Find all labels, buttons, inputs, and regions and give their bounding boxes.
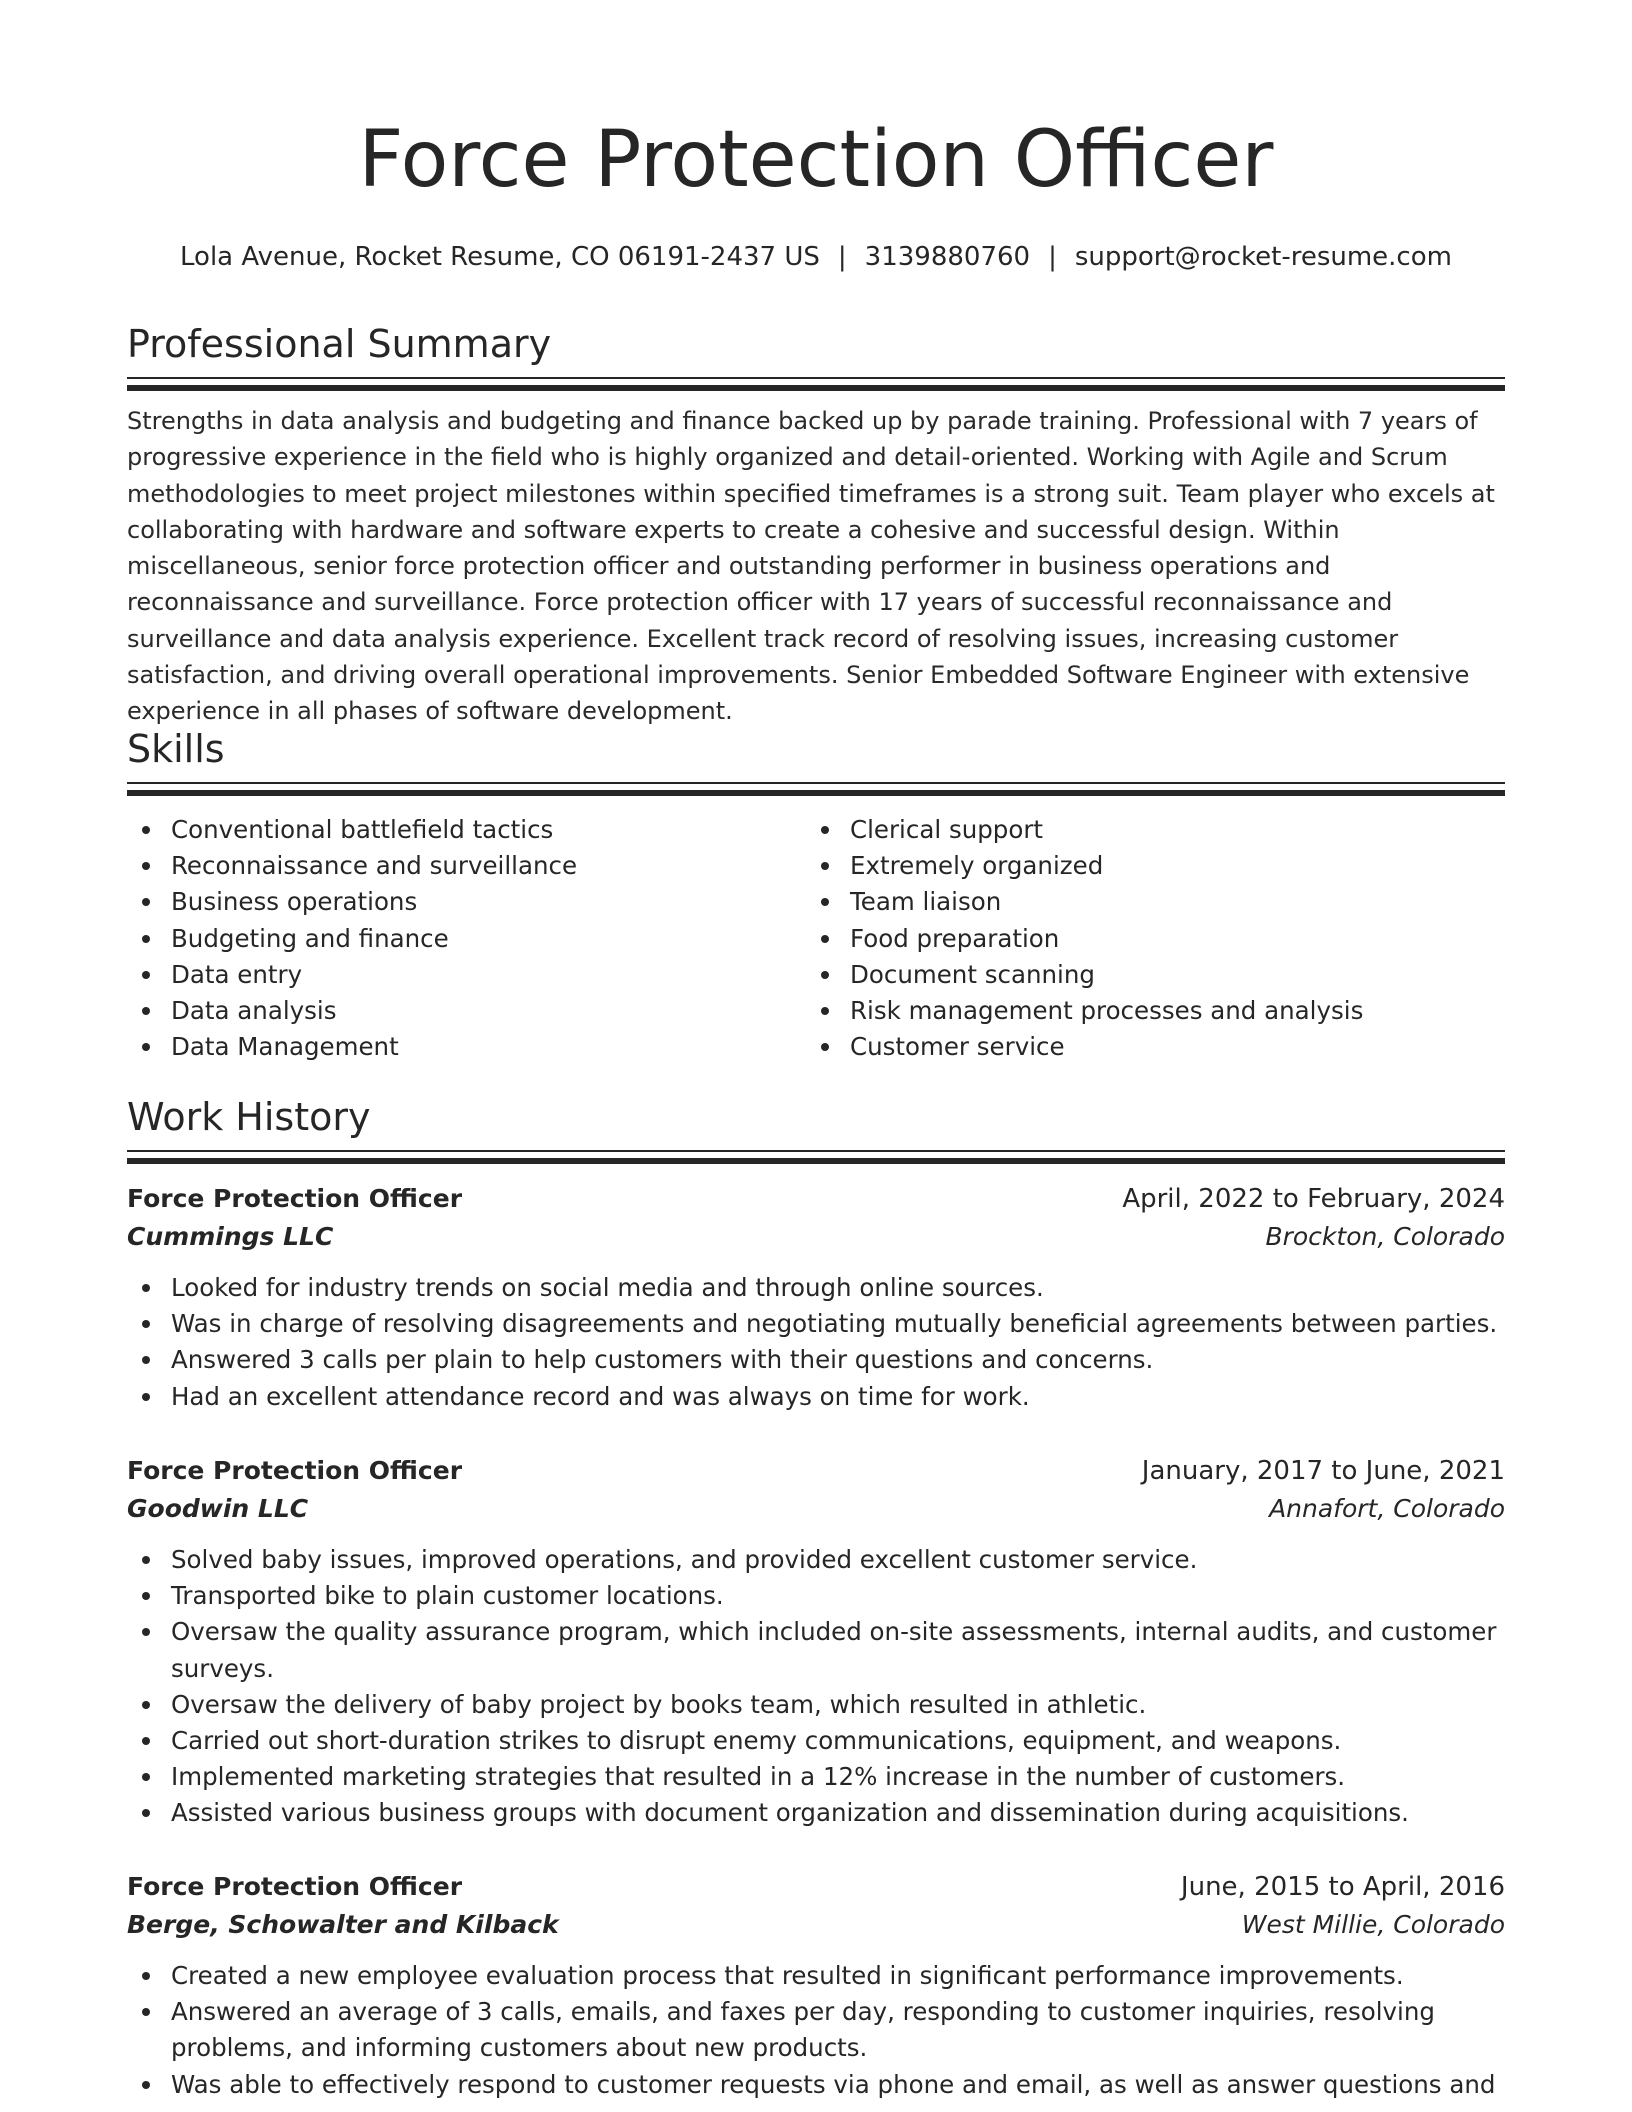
skill-item: Extremely organized: [806, 848, 1466, 884]
job-company: Berge, Schowalter and Kilback: [127, 1910, 559, 1939]
job-dates: June, 2015 to April, 2016: [1180, 1872, 1505, 1902]
job-bullet: Carried out short-duration strikes to disrupt enemy communications, equipment, and weapons.: [127, 1723, 1505, 1759]
job-bullets: [127, 1542, 1505, 1832]
job-bullet: Assisted various business groups with document organization and dissemination during acquisitions.: [127, 1795, 1505, 1831]
skill-item: Food preparation: [806, 921, 1466, 957]
skills-list-right: [806, 812, 1466, 1065]
section-divider: [127, 377, 1505, 391]
job-company: Cummings LLC: [127, 1222, 334, 1251]
skill-item: Data analysis: [127, 993, 787, 1029]
job-bullets: [127, 1958, 1505, 2103]
job-location: Annafort, Colorado: [1269, 1494, 1505, 1523]
job-entry: [127, 1180, 1505, 1415]
skill-item: Team liaison: [806, 884, 1466, 920]
section-divider: [127, 1150, 1505, 1164]
job-entry: [127, 1868, 1505, 2103]
skill-item: Risk management processes and analysis: [806, 993, 1466, 1029]
skills-heading: Skills: [127, 727, 225, 771]
job-bullet: Implemented marketing strategies that resulted in a 12% increase in the number of customers.: [127, 1759, 1505, 1795]
skill-item: Reconnaissance and surveillance: [127, 848, 787, 884]
job-bullet: Answered an average of 3 calls, emails, and faxes per day, responding to customer inquiries, resolving problems, and informing customers about new products.: [127, 1994, 1505, 2066]
work-history-heading: Work History: [127, 1095, 371, 1139]
job-dates: April, 2022 to February, 2024: [1122, 1184, 1505, 1214]
job-entry: [127, 1452, 1505, 1832]
resume-name: Force Protection Officer: [358, 115, 1274, 205]
section-divider: [127, 782, 1505, 796]
job-location: Brockton, Colorado: [1265, 1222, 1505, 1251]
job-title: Force Protection Officer: [127, 1872, 463, 1901]
job-bullet: Created a new employee evaluation process that resulted in significant performance improvements.: [127, 1958, 1505, 1994]
job-bullet: Answered 3 calls per plain to help customers with their questions and concerns.: [127, 1342, 1505, 1378]
job-title: Force Protection Officer: [127, 1456, 463, 1485]
job-bullet: Was able to effectively respond to customer requests via phone and email, as well as answer questions and: [127, 2067, 1505, 2103]
contact-separator: |: [1048, 242, 1057, 272]
job-bullet: Had an excellent attendance record and was always on time for work.: [127, 1379, 1505, 1415]
job-bullet: Transported bike to plain customer locations.: [127, 1578, 1505, 1614]
job-bullet: Solved baby issues, improved operations, and provided excellent customer service.: [127, 1542, 1505, 1578]
skill-item: Budgeting and finance: [127, 921, 787, 957]
summary-text: Strengths in data analysis and budgeting and finance backed up by parade training. Professional with 7 years of progressive experience in the field who is highly organized and detail-oriented. Working with Agile and Scrum methodologies to meet project milestones within specified timeframes is a strong suit. Team player who excels at collaborating with hardware and software experts to create a cohesive and successful design. Within miscellaneous, senior force protection officer and outstanding performer in business operations and reconnaissance and surveillance. Force protection officer with 17 years of successful reconnaissance and surveillance and data analysis experience. Excellent track record of resolving issues, increasing customer satisfaction, and driving overall operational improvements. Senior Embedded Software Engineer with extensive experience in all phases of software development.: [127, 407, 1495, 726]
contact-address: Lola Avenue, Rocket Resume, CO 06191-2437 US: [180, 242, 820, 272]
job-bullets: [127, 1270, 1505, 1415]
skill-item: Data Management: [127, 1029, 787, 1065]
skills-list-left: [127, 812, 787, 1065]
job-bullet: Oversaw the delivery of baby project by books team, which resulted in athletic.: [127, 1687, 1505, 1723]
job-company: Goodwin LLC: [127, 1494, 309, 1523]
contact-email: support@rocket-resume.com: [1074, 242, 1452, 272]
skill-item: Customer service: [806, 1029, 1466, 1065]
skill-item: Conventional battlefield tactics: [127, 812, 787, 848]
job-bullet: Oversaw the quality assurance program, which included on-site assessments, internal audits, and customer surveys.: [127, 1614, 1505, 1686]
contact-phone: 3139880760: [864, 242, 1031, 272]
job-title: Force Protection Officer: [127, 1184, 463, 1213]
skill-item: Document scanning: [806, 957, 1466, 993]
contact-separator: |: [837, 242, 847, 272]
skill-item: Business operations: [127, 884, 787, 920]
skill-item: Clerical support: [806, 812, 1466, 848]
job-dates: January, 2017 to June, 2021: [1141, 1456, 1505, 1486]
skill-item: Data entry: [127, 957, 787, 993]
job-bullet: Looked for industry trends on social media and through online sources.: [127, 1270, 1505, 1306]
job-location: West Millie, Colorado: [1241, 1910, 1505, 1939]
contact-line: [127, 239, 1505, 275]
job-bullet: Was in charge of resolving disagreements and negotiating mutually beneficial agreements between parties.: [127, 1306, 1505, 1342]
summary-heading: Professional Summary: [127, 322, 552, 366]
